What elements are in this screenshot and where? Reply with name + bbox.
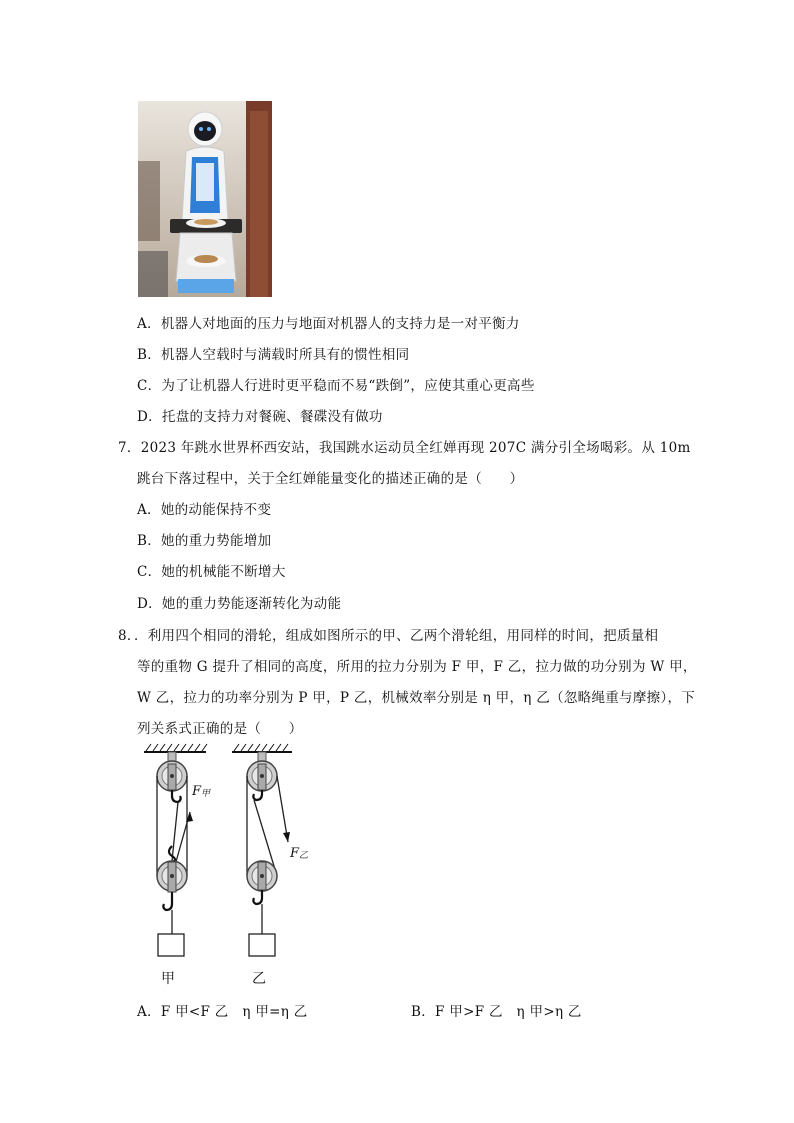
pulley-system-right: [247, 752, 290, 956]
system-label-right: 乙: [252, 971, 266, 987]
q8-option-b: B．F 甲>F 乙 η 甲>η 乙: [411, 1004, 582, 1020]
force-right-subscript: 乙: [299, 851, 309, 861]
ceiling-right: [232, 744, 292, 752]
pulley-diagram: [140, 742, 320, 992]
q6-option-b: B．机器人空载时与满载时所具有的惯性相同: [137, 347, 410, 363]
q7-option-a: A．她的动能保持不变: [137, 502, 272, 518]
q7-stem-line2: 跳台下落过程中，关于全红婵能量变化的描述正确的是（ ）: [137, 471, 524, 487]
force-left-symbol: F: [192, 784, 202, 799]
system-label-left: 甲: [161, 971, 175, 987]
ceiling-left: [144, 744, 207, 752]
pulley-svg: [140, 742, 320, 992]
force-label-left: [192, 784, 210, 799]
robot-illustration: [138, 101, 272, 297]
pulley-system-left: [157, 752, 193, 956]
q7-stem-line1: 7．2023 年跳水世界杯西安站，我国跳水运动员全红婵再现 207C 满分引全场喝彩。从 10m: [118, 440, 691, 456]
force-label-right: [290, 846, 308, 861]
q6-option-c: C．为了让机器人行进时更平稳而不易“跌倒”，应使其重心更高些: [137, 378, 535, 394]
q8-stem-line4: 列关系式正确的是（ ）: [137, 721, 303, 737]
q7-option-b: B．她的重力势能增加: [137, 533, 272, 549]
robot-photo: [138, 101, 272, 297]
q7-option-c: C．她的机械能不断增大: [137, 564, 286, 580]
q7-option-d: D．她的重力势能逐渐转化为动能: [137, 596, 342, 612]
q8-stem-line2: 等的重物 G 提升了相同的高度，所用的拉力分别为 F 甲，F 乙，拉力做的功分别为 W 甲，: [137, 659, 697, 675]
q8-stem-line1: 8．．利用四个相同的滑轮，组成如图所示的甲、乙两个滑轮组，用同样的时间，把质量相: [118, 628, 659, 644]
force-left-subscript: 甲: [201, 789, 211, 799]
force-right-symbol: F: [290, 846, 300, 861]
q8-option-a: A．F 甲<F 乙 η 甲=η 乙: [137, 1004, 308, 1020]
q6-option-d: D．托盘的支持力对餐碗、餐碟没有做功: [137, 409, 383, 425]
q6-option-a: A．机器人对地面的压力与地面对机器人的支持力是一对平衡力: [137, 316, 520, 332]
q8-stem-line3: W 乙，拉力的功率分别为 P 甲，P 乙，机械效率分别是 η 甲，η 乙（忽略绳重与摩擦），下: [137, 690, 696, 706]
